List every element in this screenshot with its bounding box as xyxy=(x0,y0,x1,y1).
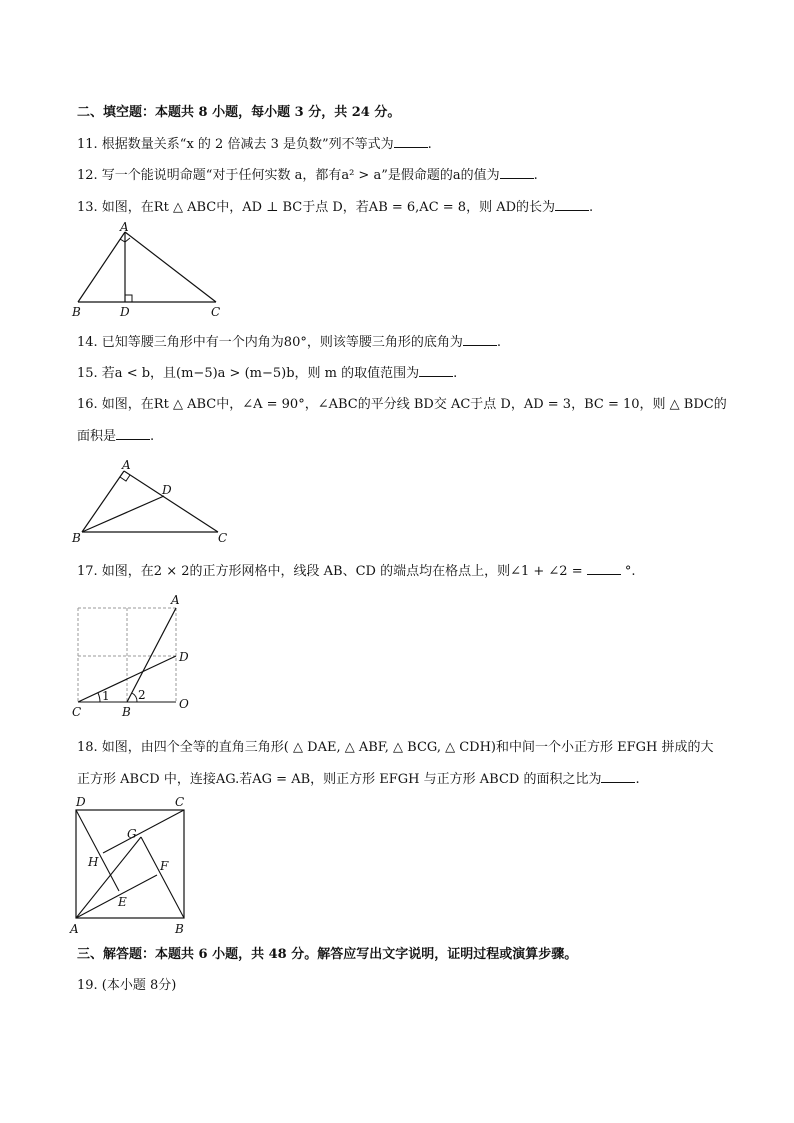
q16-text-2: 面积是 xyxy=(77,429,117,444)
figure-13 xyxy=(70,222,230,322)
fig18-label-E: E xyxy=(118,895,127,909)
q16-text-1: 16. 如图，在Rt △ ABC中，∠A = 90°，∠ABC的平分线 BD交 AC于点 D，AD = 3，BC = 10，则 △ BDC的 xyxy=(77,397,727,412)
fig18-label-B: B xyxy=(175,922,184,936)
fig18-BG xyxy=(141,837,184,918)
fig13-label-C: C xyxy=(211,305,221,319)
question-18-line1 xyxy=(77,739,714,757)
q16-blank xyxy=(116,427,150,440)
fig16-label-D: D xyxy=(162,483,172,497)
fig17-label-C: C xyxy=(72,705,82,719)
figure-18 xyxy=(68,794,198,939)
question-15: 15. 若a < b，且(m−5)a > (m−5)b，则 m 的取值范围为 . xyxy=(77,366,458,381)
q18-blank xyxy=(601,770,635,783)
figure-17 xyxy=(70,592,200,717)
fig17-angle-1-arc xyxy=(98,693,100,702)
q18-text-2: 正方形 ABCD 中，连接AG.若AG = AB，则正方形 EFGH 与正方形 ABCD 的面积之比为 xyxy=(77,772,602,787)
question-16-line1 xyxy=(77,396,727,414)
fig17-label-O: O xyxy=(179,697,189,711)
fig16-label-B: B xyxy=(72,531,81,545)
fig13-AC xyxy=(125,232,216,302)
fig13-label-D: D xyxy=(120,305,130,319)
fig17-AB xyxy=(127,608,176,702)
section2-heading xyxy=(77,104,400,122)
q12-text: 12. 写一个能说明命题“对于任何实数 a，都有a² > a”是假命题的a的值为 xyxy=(77,168,500,183)
question-11: 11. 根据数量关系“x 的 2 倍减去 3 是负数”列不等式为 . xyxy=(77,137,432,152)
q17-text: 17. 如图，在2 × 2的正方形网格中，线段 AB、CD 的端点均在格点上，则∠1 + ∠2 = xyxy=(77,564,583,579)
figure-16 xyxy=(70,456,240,546)
fig18-label-H: H xyxy=(88,855,99,869)
question-19 xyxy=(77,977,176,995)
fig17-label-A: A xyxy=(171,593,180,607)
fig17-angle-2-arc xyxy=(132,693,137,702)
question-16-line2: 面积是 . xyxy=(77,429,155,444)
fig18-label-F: F xyxy=(160,859,169,873)
q17-suffix: °. xyxy=(624,564,636,579)
fig18-CH xyxy=(103,810,184,853)
fig18-AG xyxy=(76,837,141,918)
fig13-label-B: B xyxy=(72,305,81,319)
question-12: 12. 写一个能说明命题“对于任何实数 a，都有a² > a”是假命题的a的值为 . xyxy=(77,168,538,183)
fig18-DE xyxy=(76,810,119,891)
q13-blank xyxy=(555,198,589,211)
q13-text: 13. 如图，在Rt △ ABC中，AD ⊥ BC于点 D，若AB = 6,AC = 8，则 AD的长为 xyxy=(77,200,556,215)
fig18-label-G: G xyxy=(127,827,137,841)
q11-text: 11. 根据数量关系“x 的 2 倍减去 3 是负数”列不等式为 xyxy=(77,137,394,152)
fig18-label-A: A xyxy=(70,922,79,936)
fig13-label-A: A xyxy=(120,220,129,234)
fig18-label-C: C xyxy=(175,795,185,809)
fig17-angle-label-1: 1 xyxy=(102,689,110,703)
question-18-line2: 正方形 ABCD 中，连接AG.若AG = AB，则正方形 EFGH 与正方形 ABCD 的面积之比为 . xyxy=(77,772,640,787)
fig16-label-C: C xyxy=(218,531,228,545)
q18-text-1: 18. 如图，由四个全等的直角三角形( △ DAE, △ ABF, △ BCG, △ CDH)和中间一个小正方形 EFGH 拼成的大 xyxy=(77,740,714,755)
q17-blank xyxy=(587,562,621,575)
section3-heading-text: 三、解答题：本题共 6 小题，共 48 分。解答应写出文字说明，证明过程或演算步骤。 xyxy=(77,947,578,962)
q14-text: 14. 已知等腰三角形中有一个内角为80°，则该等腰三角形的底角为 xyxy=(77,335,463,350)
fig16-AC xyxy=(124,471,218,532)
fig17-label-B: B xyxy=(122,705,131,719)
fig18-label-D: D xyxy=(76,795,86,809)
q11-blank xyxy=(394,135,428,148)
question-13: 13. 如图，在Rt △ ABC中，AD ⊥ BC于点 D，若AB = 6,AC = 8，则 AD的长为 . xyxy=(77,200,594,215)
fig13-right-angle-D xyxy=(125,295,132,302)
fig17-grid xyxy=(78,608,176,702)
section3-heading xyxy=(77,946,577,964)
q15-blank xyxy=(419,364,453,377)
question-17 xyxy=(77,562,636,581)
fig16-right-angle-A xyxy=(120,475,130,481)
fig17-label-D: D xyxy=(179,650,189,664)
section2-heading-text: 二、填空题：本题共 8 小题，每小题 3 分，共 24 分。 xyxy=(77,105,401,120)
fig13-AB xyxy=(78,232,125,302)
q15-text: 15. 若a < b，且(m−5)a > (m−5)b，则 m 的取值范围为 xyxy=(77,366,420,381)
fig17-angle-label-2: 2 xyxy=(138,688,146,702)
fig16-label-A: A xyxy=(122,458,131,472)
fig18-AF xyxy=(76,875,157,918)
q12-blank xyxy=(500,166,534,179)
question-14: 14. 已知等腰三角形中有一个内角为80°，则该等腰三角形的底角为 . xyxy=(77,335,501,350)
q19-text: 19. (本小题 8分) xyxy=(77,978,177,993)
q14-blank xyxy=(463,333,497,346)
